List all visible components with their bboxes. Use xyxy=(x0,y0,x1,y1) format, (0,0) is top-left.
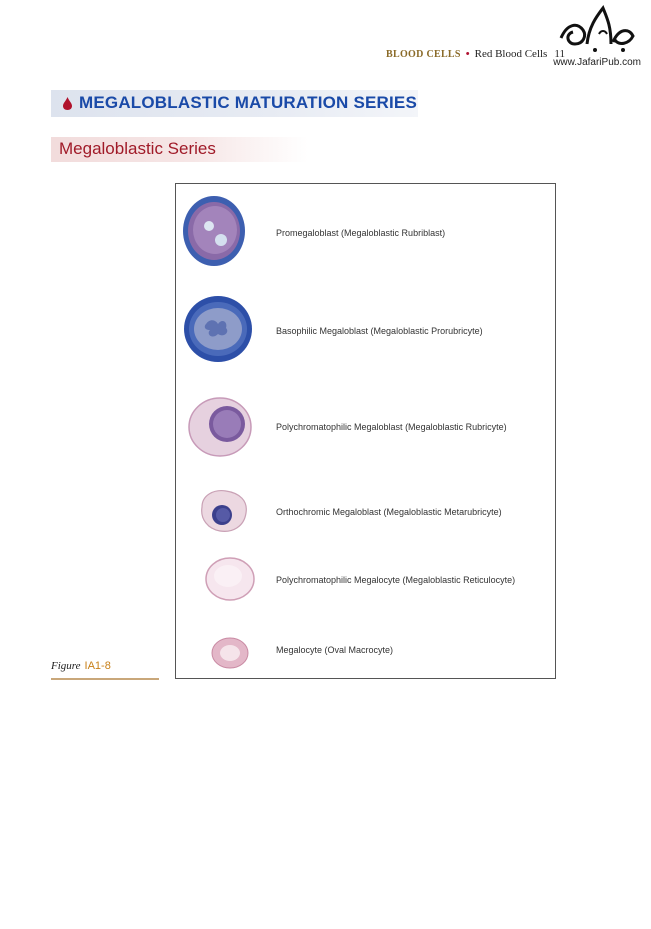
cell-label: Polychromatophilic Megalocyte (Megaloblastic Reticulocyte) xyxy=(276,575,516,585)
cell-label: Polychromatophilic Megaloblast (Megaloblastic Rubricyte) xyxy=(276,422,507,432)
promegaloblast-cell-icon xyxy=(181,194,247,268)
caption-rule xyxy=(51,678,159,680)
running-head xyxy=(386,48,565,60)
publisher-logo-icon xyxy=(553,4,637,62)
cell-label: Basophilic Megaloblast (Megaloblastic Prorubricyte) xyxy=(276,326,483,336)
polychromatophilic-megaloblast-cell-icon xyxy=(187,396,253,458)
publisher-url: www.JafariPub.com xyxy=(553,57,641,68)
orthochromic-megaloblast-cell-icon xyxy=(196,487,250,535)
running-head-bullet: • xyxy=(465,48,470,60)
section-header xyxy=(51,90,418,117)
cell-label: Megalocyte (Oval Macrocyte) xyxy=(276,645,394,655)
basophilic-megaloblast-cell-icon xyxy=(182,294,254,364)
cell-label: Promegaloblast (Megaloblastic Rubriblast) xyxy=(276,228,446,238)
blood-drop-icon xyxy=(63,97,72,110)
polychromatophilic-megalocyte-cell-icon xyxy=(204,556,256,602)
megalocyte-cell-icon xyxy=(210,636,250,670)
figure-caption-word: Figure xyxy=(51,660,81,672)
subheader xyxy=(51,137,308,162)
figure-caption xyxy=(51,660,111,672)
page-number: 11 xyxy=(554,48,565,60)
figure-caption-number: IA1-8 xyxy=(84,660,111,672)
cell-label: Orthochromic Megaloblast (Megaloblastic Metarubricyte) xyxy=(276,507,502,517)
figure-box xyxy=(175,183,556,679)
running-head-subsection: Red Blood Cells xyxy=(474,48,548,60)
running-head-section: BLOOD CELLS xyxy=(386,49,461,60)
subheader-title: Megaloblastic Series xyxy=(59,139,216,158)
section-title: MEGALOBLASTIC MATURATION SERIES xyxy=(79,93,418,112)
